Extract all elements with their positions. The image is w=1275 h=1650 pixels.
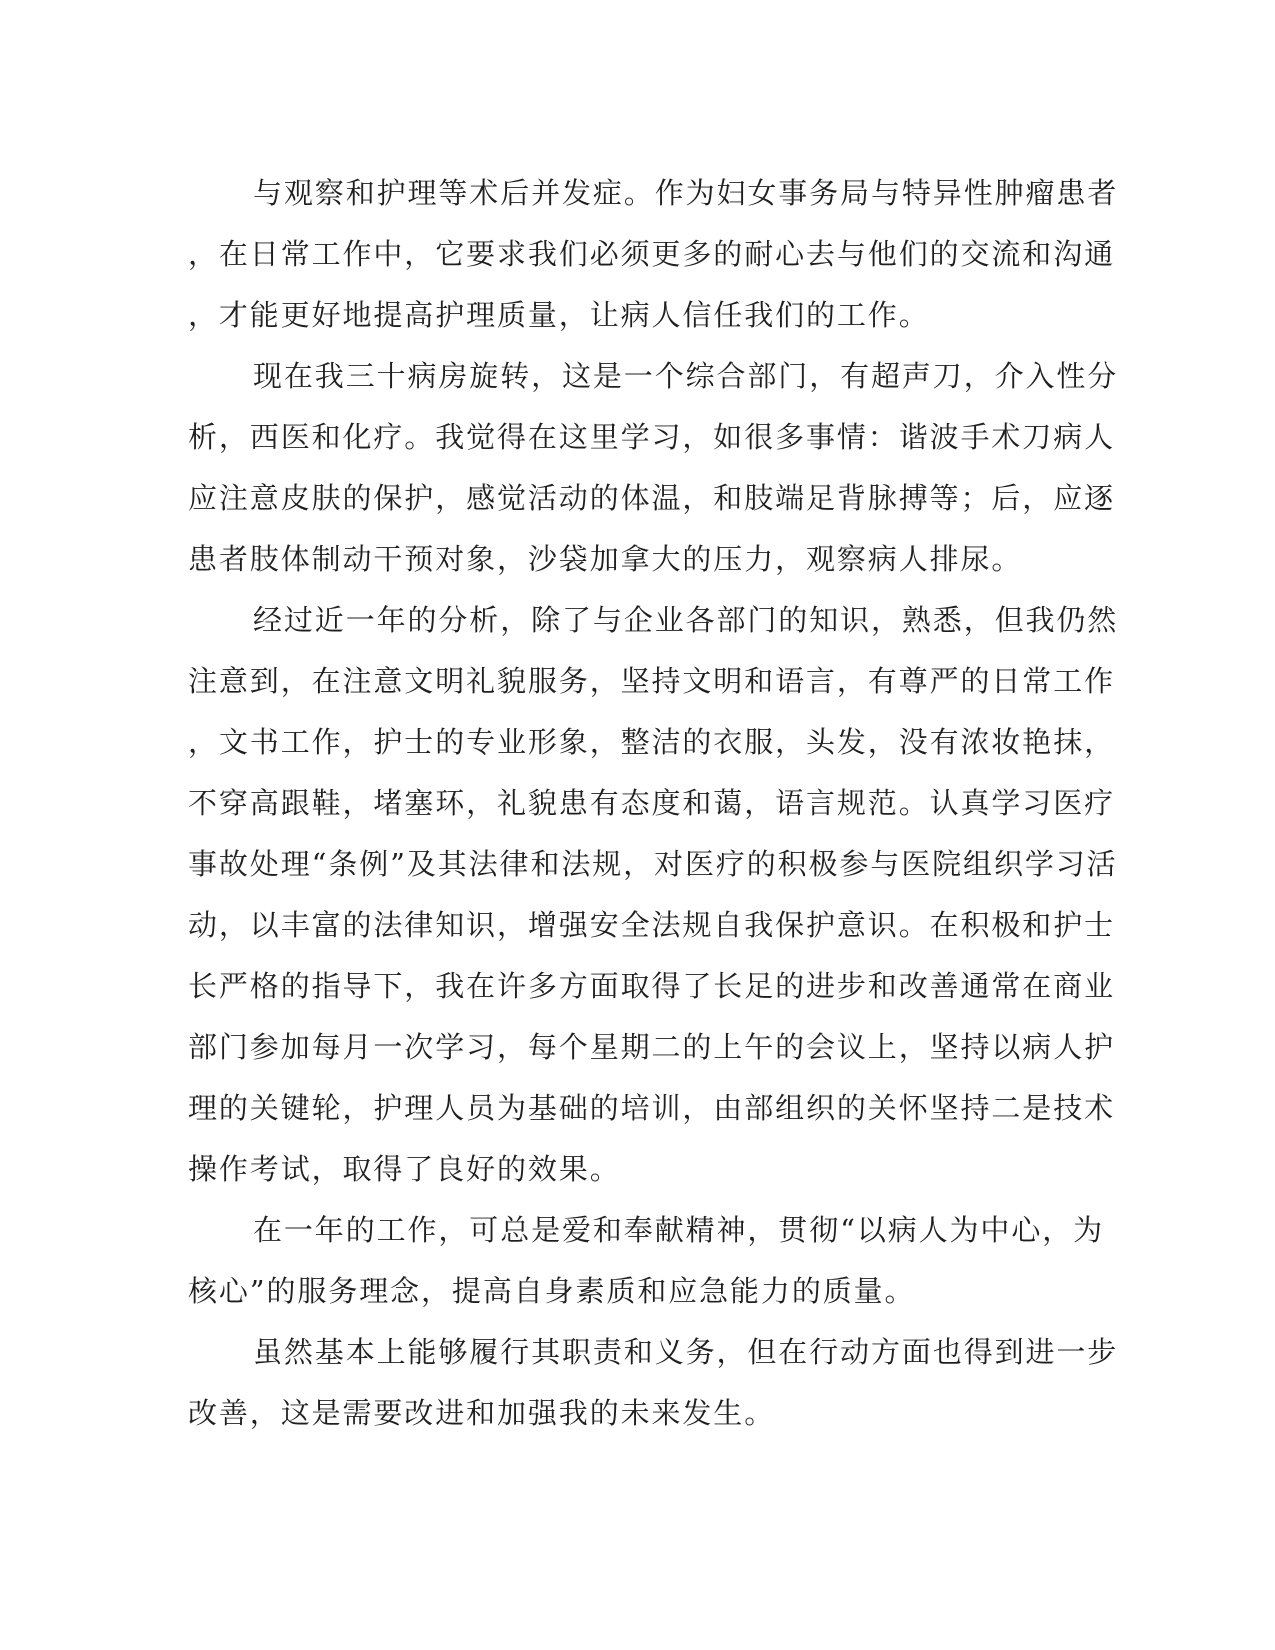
paragraph-1-line-1: 与观察和护理等术后并发症。作为妇女事务局与特异性肿瘤患者 [253,176,1119,210]
paragraph-4-line-2: 核心”的服务理念，提高自身素质和应急能力的质量。 [188,1274,916,1308]
paragraph-5-line-2: 改善，这是需要改进和加强我的未来发生。 [188,1396,776,1430]
paragraph-3-line-10: 操作考试，取得了良好的效果。 [188,1152,621,1186]
paragraph-1-line-2: ，在日常工作中，它要求我们必须更多的耐心去与他们的交流和沟通 [188,237,1116,271]
paragraph-2-line-2: 析，西医和化疗。我觉得在这里学习，如很多事情：谐波手术刀病人 [188,420,1116,454]
paragraph-3-line-9: 理的关键轮，护理人员为基础的培训，由部组织的关怀坚持二是技术 [188,1091,1116,1125]
paragraph-3-line-6: 动，以丰富的法律知识，增强安全法规自我保护意识。在积极和护士 [188,908,1116,942]
paragraph-5-line-1: 虽然基本上能够履行其职责和义务，但在行动方面也得到进一步 [253,1335,1119,1369]
paragraph-3-line-7: 长严格的指导下，我在许多方面取得了长足的进步和改善通常在商业 [188,969,1116,1003]
paragraph-2-line-4: 患者肢体制动干预对象，沙袋加拿大的压力，观察病人排尿。 [188,542,1023,576]
paragraph-2-line-1: 现在我三十病房旋转，这是一个综合部门，有超声刀，介入性分 [253,359,1119,393]
document-body [188,163,1119,1444]
paragraph-3-line-1: 经过近一年的分析，除了与企业各部门的知识，熟悉，但我仍然 [253,603,1119,637]
paragraph-3-line-8: 部门参加每月一次学习，每个星期二的上午的会议上，坚持以病人护 [188,1030,1116,1064]
paragraph-2-line-3: 应注意皮肤的保护，感觉活动的体温，和肢端足背脉搏等；后，应逐 [188,481,1116,515]
paragraph-3-line-4: 不穿高跟鞋，堵塞环，礼貌患有态度和蔼，语言规范。认真学习医疗 [188,786,1116,820]
paragraph-3-line-3: ，文书工作，护士的专业形象，整洁的衣服，头发，没有浓妆艳抹， [188,725,1116,759]
paragraph-3-line-5: 事故处理“条例”及其法律和法规，对医疗的积极参与医院组织学习活 [188,847,1118,881]
paragraph-4-line-1: 在一年的工作，可总是爱和奉献精神，贯彻“以病人为中心，为 [253,1213,1105,1247]
paragraph-3-line-2: 注意到，在注意文明礼貌服务，坚持文明和语言，有尊严的日常工作 [188,664,1116,698]
paragraph-1-line-3: ，才能更好地提高护理质量，让病人信任我们的工作。 [188,298,930,332]
